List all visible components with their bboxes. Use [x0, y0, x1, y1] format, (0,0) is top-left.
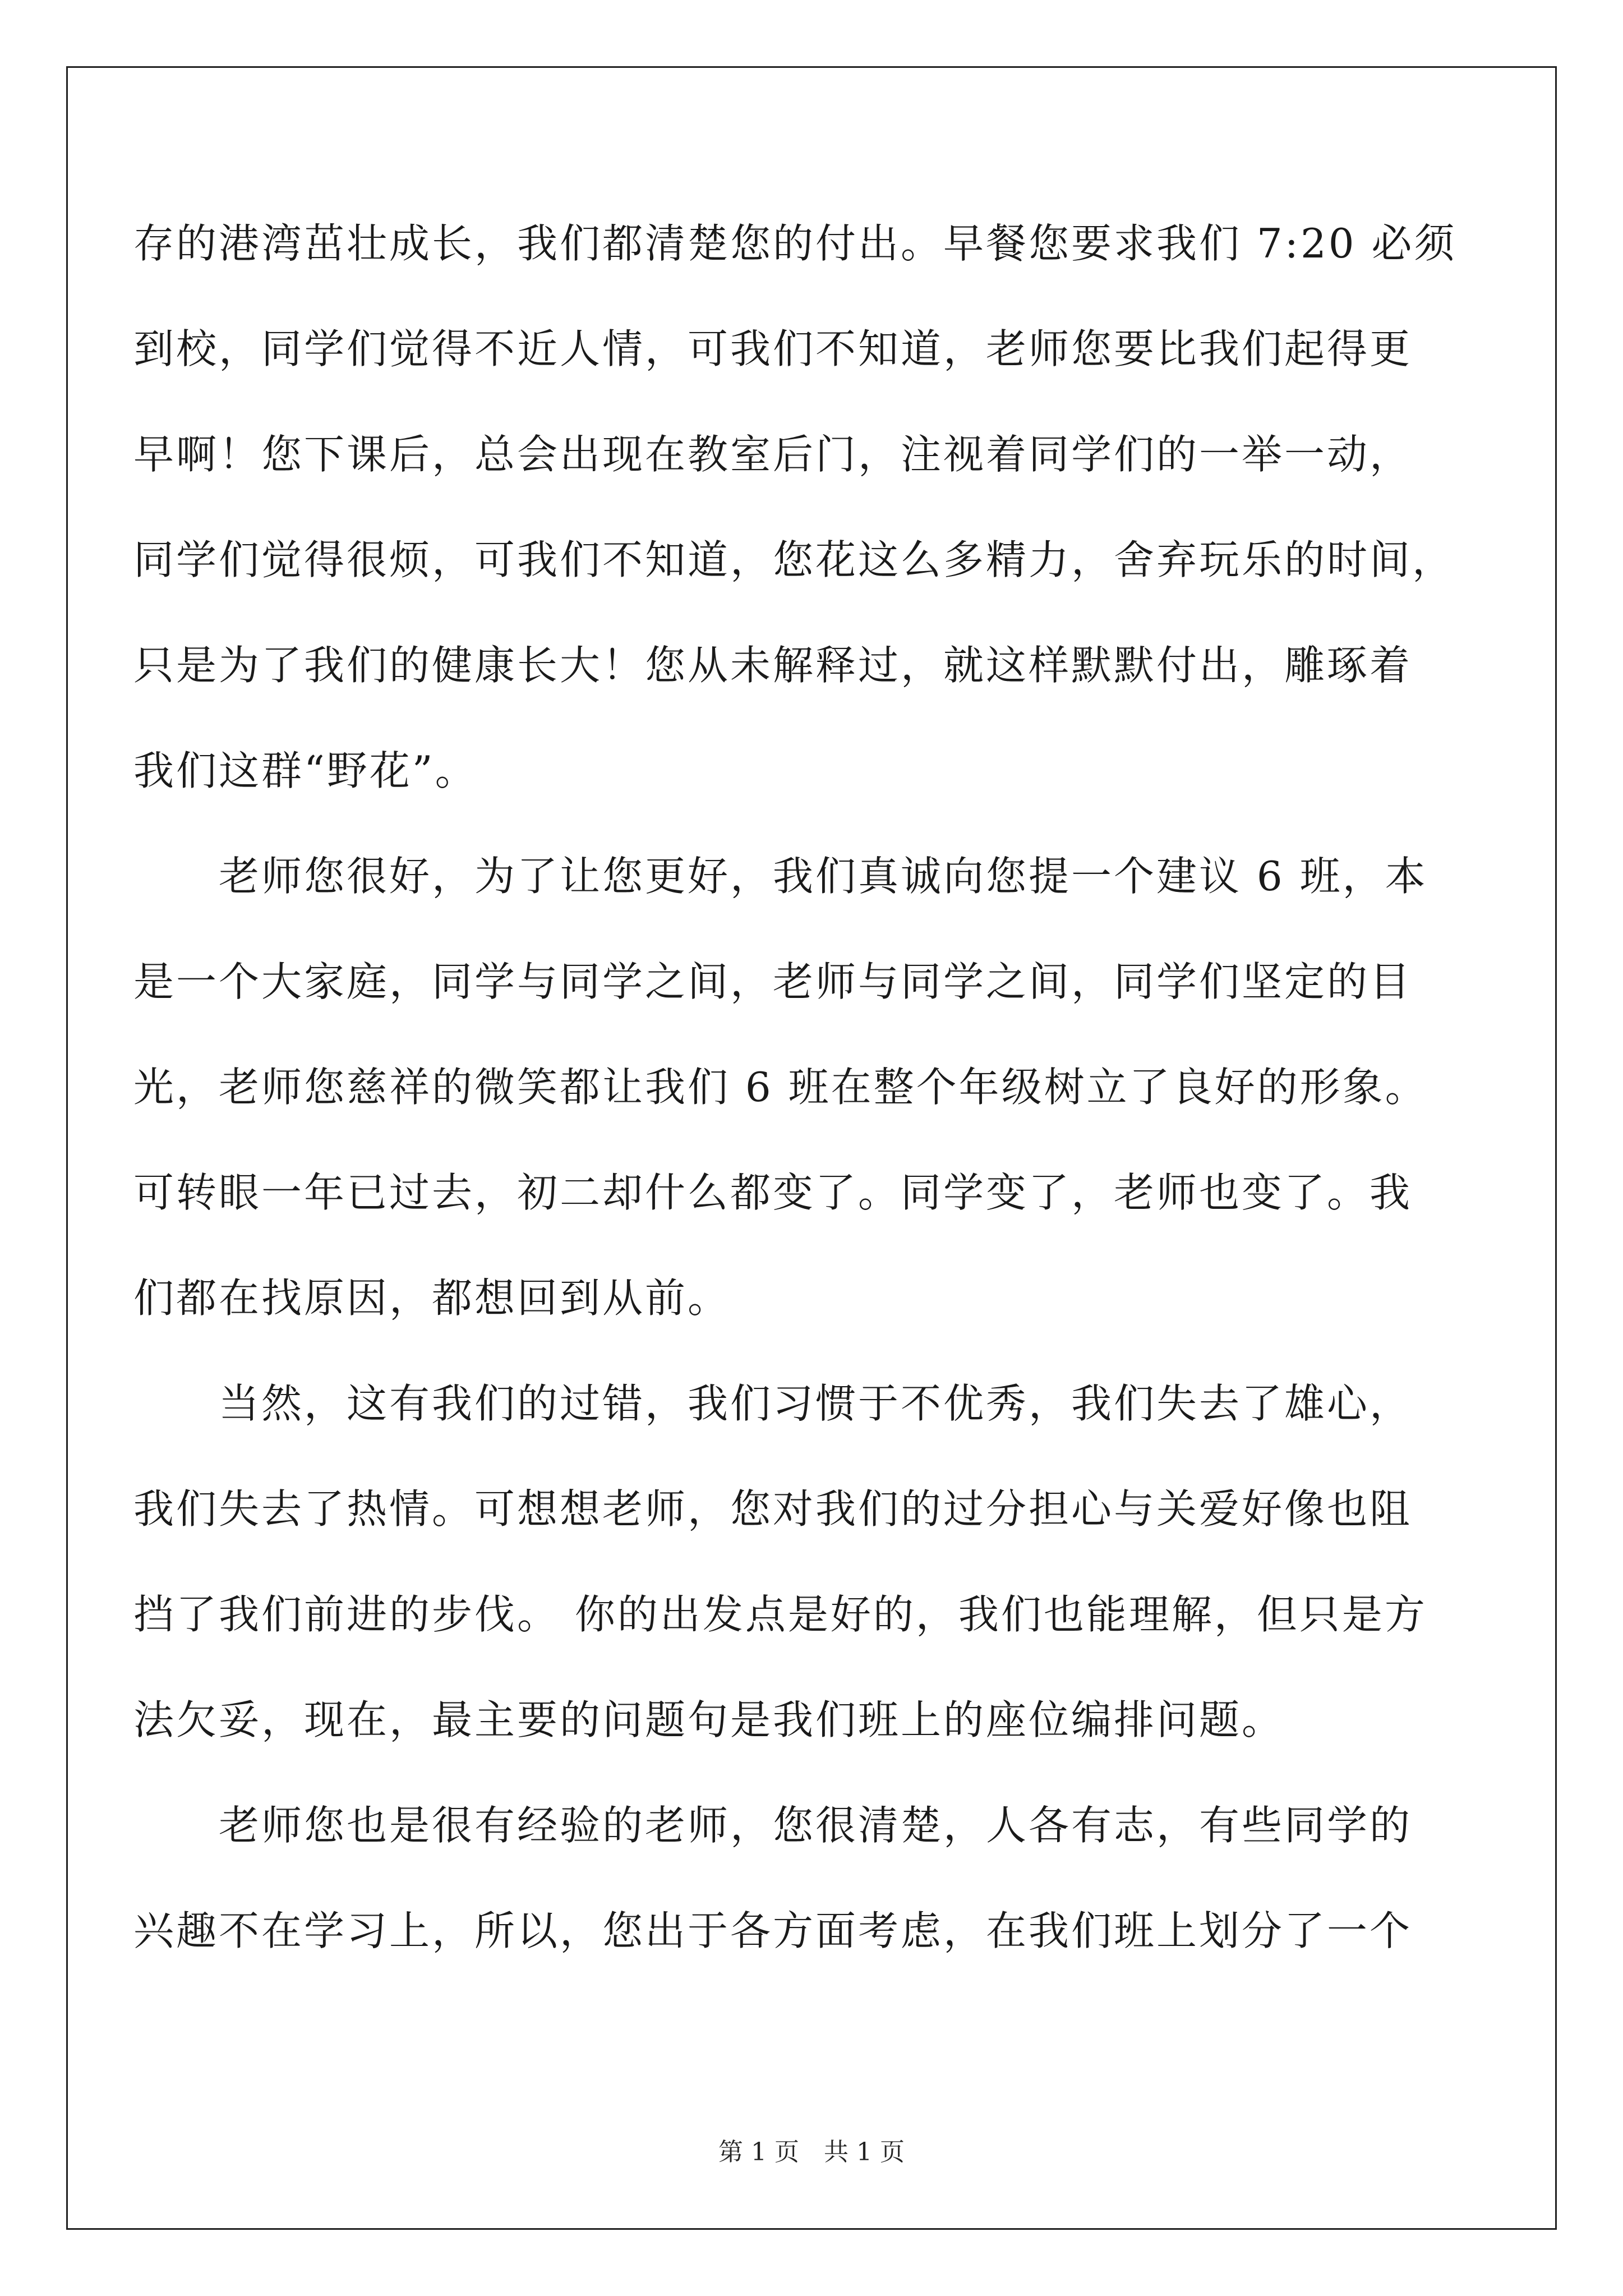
text-line: 老师您很好，为了让您更好，我们真诚向您提一个建议 6 班，本 [133, 853, 1428, 900]
text-line: 们都在找原因，都想回到从前。 [133, 1274, 731, 1322]
text-line: 到校，同学们觉得不近人情，可我们不知道，老师您要比我们起得更 [133, 325, 1413, 372]
text-line: 当然，这有我们的过错，我们习惯于不优秀，我们失去了雄心， [133, 1380, 1413, 1427]
text-line: 老师您也是很有经验的老师，您很清楚，人各有志，有些同学的 [133, 1802, 1413, 1849]
text-line: 我们失去了热情。可想想老师，您对我们的过分担心与关爱好像也阻 [133, 1485, 1413, 1533]
page-footer: 第 1 页 共 1 页 [718, 2138, 905, 2166]
document-body [133, 191, 1491, 1984]
text-line: 早啊！您下课后，总会出现在教室后门，注视着同学们的一举一动， [133, 431, 1413, 478]
text-line: 光，老师您慈祥的微笑都让我们 6 班在整个年级树立了良好的形象。 [133, 1064, 1428, 1111]
text-line: 同学们觉得很烦，可我们不知道，您花这么多精力，舍弃玩乐的时间， [133, 536, 1455, 583]
text-line: 兴趣不在学习上，所以，您出于各方面考虑，在我们班上划分了一个 [133, 1907, 1413, 1954]
text-line: 只是为了我们的健康长大！您从未解释过，就这样默默付出，雕琢着 [133, 642, 1413, 689]
text-line: 可转眼一年已过去，初二却什么都变了。同学变了，老师也变了。我 [133, 1169, 1413, 1216]
text-line: 是一个大家庭，同学与同学之间，老师与同学之间，同学们坚定的目 [133, 958, 1413, 1005]
text-line: 挡了我们前进的步伐。 你的出发点是好的，我们也能理解，但只是方 [133, 1591, 1427, 1638]
text-line: 法欠妥，现在，最主要的问题句是我们班上的座位编排问题。 [133, 1696, 1285, 1743]
text-line: 存的港湾茁壮成长，我们都清楚您的付出。早餐您要求我们 7:20 必须 [133, 220, 1457, 267]
text-line: 我们这群“野花”。 [133, 747, 478, 794]
